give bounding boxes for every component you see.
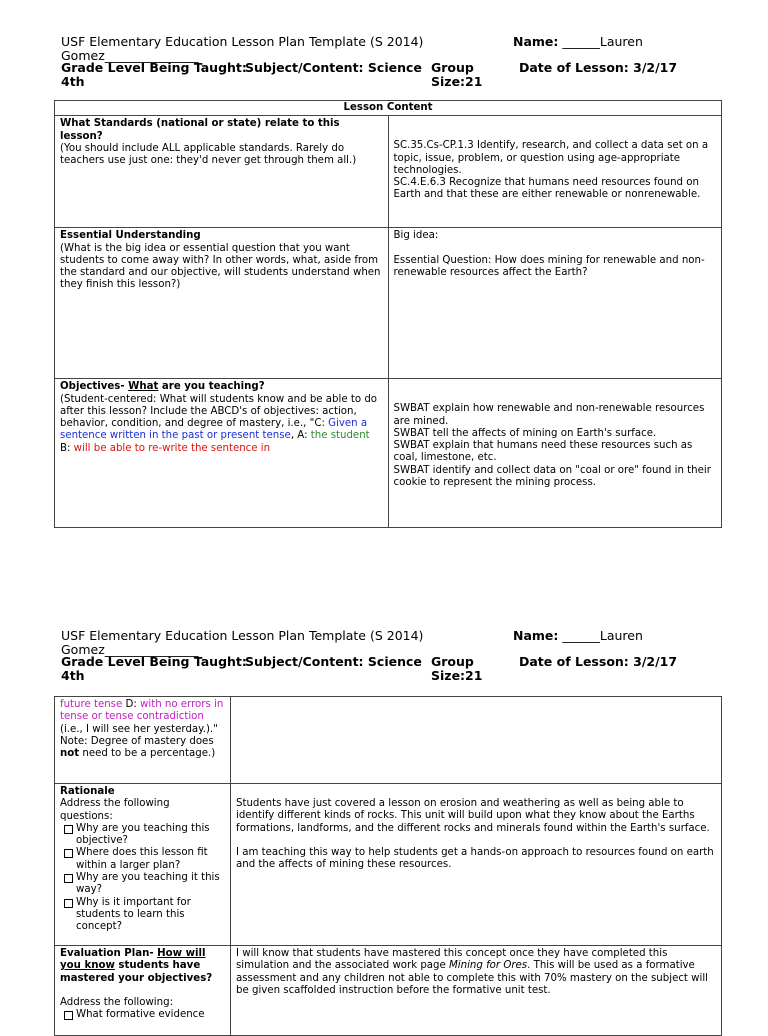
list-item: Where does this lesson fit within a larger plan?: [60, 847, 225, 872]
evaluation-row: [55, 946, 722, 1036]
evaluation-questions: [60, 1009, 225, 1021]
objectives-label-cell: [55, 379, 389, 528]
standard-1: SC.35.Cs-CP.1.3 Identify, research, and collect a data set on a topic, issue, problem, or question using age-appropriate technologies.: [393, 140, 709, 176]
grade-level: Grade Level Being Taught: 4th: [61, 60, 247, 89]
objectives-continued-content[interactable]: [231, 697, 722, 784]
name-continued: Gomez_______________: [61, 642, 199, 657]
page-header-2: [0, 628, 768, 686]
table-caption-row: [55, 101, 722, 116]
evaluation-intro: Address the following:: [60, 996, 173, 1008]
lesson-content-caption: Lesson Content: [55, 101, 722, 116]
objectives-note: (Student-centered: What will students know and be able to do after this lesson? Include the ABCD's of objectives: action, behavior, condition, and degree of mastery, i.e., "C: Given a sentence written in the past or present tense, A: the student B: will be able to re-write the sentence in: [60, 393, 378, 454]
list-item: What formative evidence: [60, 1009, 225, 1021]
evaluation-label-cell: [55, 946, 231, 1036]
lesson-content-table-continued: [54, 696, 722, 1036]
essential-question: Essential Question: How does mining for renewable and non-renewable resources affect the Earth?: [393, 254, 705, 278]
big-idea: Big idea:: [393, 230, 439, 242]
understanding-note: (What is the big idea or essential question that you want students to come away with? In other words, what, aside from the standard and our objective, will students understand when they finish this lesson?): [60, 242, 381, 291]
rationale-intro: Address the following questions:: [60, 798, 170, 822]
evaluation-content-cell[interactable]: [231, 946, 722, 1036]
understanding-heading: Essential Understanding: [60, 230, 201, 242]
group-size: Group Size:21: [431, 654, 483, 683]
lesson-date: Date of Lesson: 3/2/17: [519, 60, 678, 75]
subject-content: Subject/Content: Science: [245, 654, 422, 669]
objectives-heading: Objectives- What are you teaching?: [60, 381, 265, 393]
evaluation-heading: Evaluation Plan- How will you know students have mastered your objectives?: [60, 948, 213, 984]
rationale-questions: [60, 823, 225, 934]
standards-row: [55, 116, 722, 228]
objective-1: SWBAT explain how renewable and non-renewable resources are mined.: [393, 403, 705, 427]
rationale-content-cell[interactable]: [231, 784, 722, 946]
rationale-row: [55, 784, 722, 946]
rationale-paragraph-2: I am teaching this way to help students get a hands-on approach to resources found on earth and the affects of mining these resources.: [236, 846, 714, 871]
group-size: Group Size:21: [431, 60, 483, 89]
list-item: Why are you teaching this objective?: [60, 823, 225, 848]
standards-heading: What Standards (national or state) relate to this lesson?: [60, 118, 340, 142]
template-title: USF Elementary Education Lesson Plan Template (S 2014): [61, 34, 424, 49]
lesson-date: Date of Lesson: 3/2/17: [519, 654, 678, 669]
objectives-continued-cell: future tense D: with no errors in tense or tense contradiction (i.e., I will see her yesterday.)." Note: Degree of mastery does not need to be a percentage.): [55, 697, 231, 784]
template-title: USF Elementary Education Lesson Plan Template (S 2014): [61, 628, 424, 643]
standards-note: (You should include ALL applicable standards. Rarely do teachers use just one: they'd never get through them all.): [60, 142, 357, 167]
rationale-heading: Rationale: [60, 786, 115, 797]
page-header: [0, 34, 768, 92]
standards-label-cell: [55, 116, 389, 228]
standards-content-cell[interactable]: [388, 116, 722, 228]
standard-2: SC.4.E.6.3 Recognize that humans need resources found on Earth and that these are either renewable or nonrenewable.: [393, 177, 701, 201]
objectives-continued-row: [55, 697, 722, 784]
lesson-content-table: [54, 100, 722, 528]
objectives-content-cell[interactable]: [388, 379, 722, 528]
evaluation-text: I will know that students have mastered this concept once they have completed this simulation and the associated work page Mining for Ores. This will be used as a formative assessment and any children not able to complete this with 70% mastery on the subject will be given scaffolded instruction before the formative unit test.: [236, 948, 708, 996]
page-2: [0, 628, 768, 686]
name-field: Name: ______Lauren: [513, 34, 643, 49]
rationale-label-cell: [55, 784, 231, 946]
understanding-content-cell[interactable]: [388, 228, 722, 379]
name-field: Name: ______Lauren: [513, 628, 643, 643]
list-item: Why is it important for students to learn this concept?: [60, 897, 225, 934]
objective-2: SWBAT tell the affects of mining on Earth's surface.: [393, 427, 657, 439]
rationale-paragraph-1: Students have just covered a lesson on erosion and weathering as well as being able to identify different kinds of rocks. This unit will build upon what they know about the Earths formations, landforms, and the different rocks and minerals found within the Earth's surface.: [236, 798, 710, 834]
grade-level: Grade Level Being Taught: 4th: [61, 654, 247, 683]
list-item: Why are you teaching it this way?: [60, 872, 225, 897]
objective-4: SWBAT identify and collect data on "coal or ore" found in their cookie to represent the mining process.: [393, 464, 711, 489]
objective-3: SWBAT explain that humans need these resources such as coal, limestone, etc.: [393, 440, 693, 464]
objectives-row: [55, 379, 722, 528]
mastery-note: Note: Degree of mastery does not need to be a percentage.): [60, 735, 216, 760]
page-1: [0, 34, 768, 92]
understanding-row: [55, 228, 722, 379]
understanding-label-cell: [55, 228, 389, 379]
name-continued: Gomez_______________: [61, 48, 199, 63]
subject-content: Subject/Content: Science: [245, 60, 422, 75]
